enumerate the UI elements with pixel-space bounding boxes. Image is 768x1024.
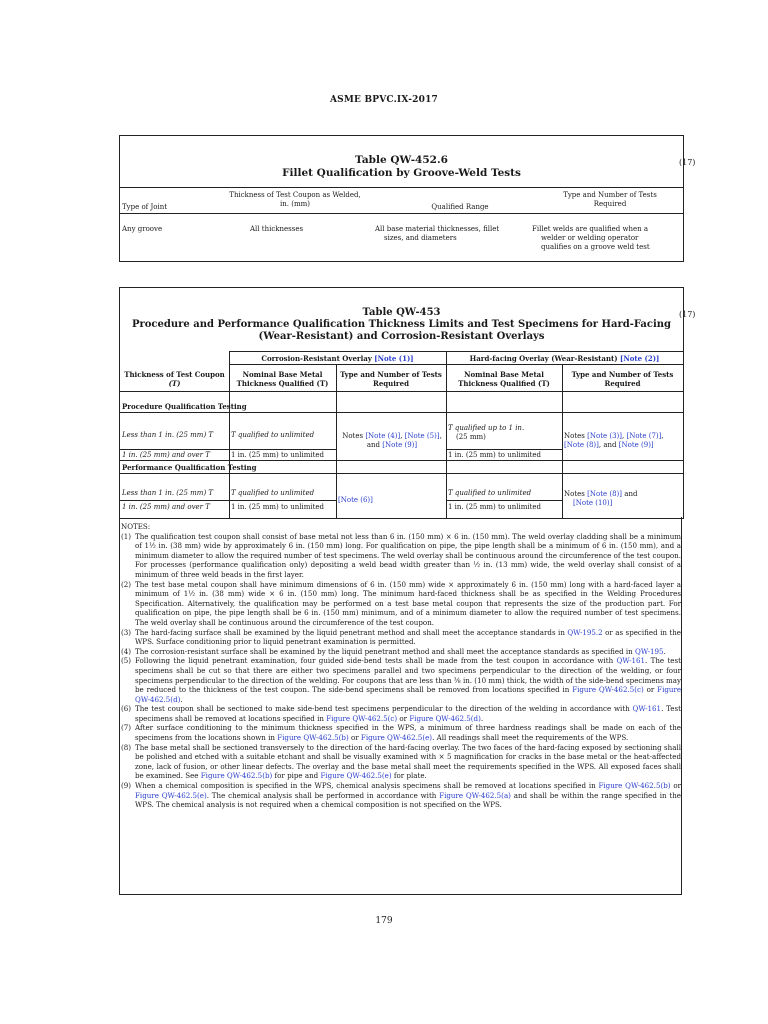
table-number: Table QW-452.6 <box>355 154 448 166</box>
proc-row1-nominal: T qualified to unlimited <box>231 431 315 439</box>
section-performance: Performance Qualification Testing <box>122 463 257 472</box>
col-nominal-base-metal-1: Nominal Base Metal Thickness Qualified (T) <box>236 370 329 388</box>
link-fig-462-5a[interactable]: Figure QW-462.5(a) <box>439 790 511 800</box>
perf-hard-row2: 1 in. (25 mm) to unlimited <box>448 503 542 511</box>
note-3: (3) The hard-facing surface shall be examined by the liquid penetrant method and shall meet the acceptance standards in QW-195.2 or as specified in the WPS. Surface conditioning prior to liquid penetrant examination is permitted. <box>121 627 682 647</box>
link-fig-462-5e-b[interactable]: Figure QW-462.5(e) <box>320 771 392 781</box>
header-qualified-range: Qualified Range <box>431 203 489 211</box>
note-1-link[interactable]: [Note (1)] <box>374 354 414 363</box>
note-5: (5) Following the liquid penetrant examination, four guided side-bend tests shall be made from the test coupon in accordance with QW-161. The test specimens shall be cut so that there are either two specimens parallel and two specimens perpendicular to the direction of the welding, or four specimens perpendicular to the direction of the welding. For coupons that are less than ⅜ in. (10 mm) thick, the width of the side-bend specimens may be reduced to the thickness of the test coupon. The side-bend specimens shall be removed from locations specified in Figure QW-462.5(c) or Figure QW-462.5(d). <box>121 656 682 704</box>
notes-section <box>121 522 681 810</box>
note-8: (8) The base metal shall be sectioned transversely to the direction of the hard-facing overlay. The two faces of the hard-facing exposed by sectioning shall be polished and etched with a suitable etchant and shall be visually examined with × 5 magnification for cracks in the base metal or the heat-affected zone, lack of fusion, or other linear defects. The overlay and the base metal shall meet the requirements specified in the WPS. All exposed faces shall be examined. See Figure QW-462.5(b) for pipe and Figure QW-462.5(e) for plate. <box>121 742 681 781</box>
link-fig-462-5d[interactable]: Figure QW-462.5(d) <box>135 685 682 704</box>
notes-heading: NOTES: <box>121 522 151 531</box>
link-qw-195-2[interactable]: QW-195.2 <box>567 627 603 637</box>
col-tests-required-1: Type and Number of Tests Required <box>340 370 442 388</box>
revision-tag: (17) <box>679 158 696 167</box>
table-title-2 <box>120 307 683 343</box>
cell-tests-required: Fillet welds are qualified when a welder or welding operator qualifies on a groove weld test <box>532 225 650 251</box>
link-fig-462-5c-b[interactable]: Figure QW-462.5(c) <box>326 713 398 723</box>
link-fig-462-5e-c[interactable]: Figure QW-462.5(e) <box>135 790 207 800</box>
revision-tag-2: (17) <box>679 310 696 319</box>
header-type-of-joint: Type of Joint <box>122 203 168 211</box>
table-caption-2a: Procedure and Performance Qualification Thickness Limits and Test Specimens for Hard-Facing <box>131 319 672 330</box>
proc-row1-thickness: Less than 1 in. (25 mm) T <box>122 431 214 439</box>
note-9: (9) When a chemical composition is specified in the WPS, chemical analysis specimens shall be removed at locations specified in Figure QW-462.5(b) or Figure QW-462.5(e). The chemical analysis shall be performed in accordance with Figure QW-462.5(a) and shall be within the range specified in the WPS. The chemical analysis is not required when a chemical composition is not specified on the WPS. <box>121 781 681 810</box>
table-title <box>120 154 683 180</box>
link-qw-161[interactable]: QW-161 <box>616 656 646 666</box>
note-9b-link[interactable]: [Note (9)] <box>618 441 654 449</box>
running-head: ASME BPVC.IX-2017 <box>330 95 438 105</box>
perf-hard-row1: T qualified to unlimited <box>448 489 532 497</box>
table-caption-2b: (Wear-Resistant) and Corrosion-Resistant Overlays <box>258 331 545 342</box>
group-hard-facing: Hard-facing Overlay (Wear-Resistant) [Note (2)] <box>469 354 660 363</box>
table-qw-452-6 <box>119 135 684 262</box>
proc-row2-nominal: 1 in. (25 mm) to unlimited <box>231 451 325 459</box>
proc-row2-thickness: 1 in. (25 mm) and over T <box>122 451 210 459</box>
note-5-link[interactable]: [Note (5)] <box>404 432 440 440</box>
table-caption: Fillet Qualification by Groove-Weld Tests <box>282 167 521 179</box>
col-thickness-test-coupon: Thickness of Test Coupon (T) <box>124 370 225 388</box>
note-4-link[interactable]: [Note (4)] <box>365 432 401 440</box>
note-9-link[interactable]: [Note (9)] <box>382 441 418 449</box>
note-8-link[interactable]: [Note (8)] <box>564 441 599 449</box>
group-corrosion-resistant: Corrosion-Resistant Overlay [Note (1)] <box>261 354 414 363</box>
note-3-link[interactable]: [Note (3)] <box>587 432 623 440</box>
note-2-link[interactable]: [Note (2)] <box>620 354 660 363</box>
proc-hard-row2: 1 in. (25 mm) to unlimited <box>448 451 542 459</box>
perf-row2-thickness: 1 in. (25 mm) and over T <box>122 503 210 511</box>
link-fig-462-5e[interactable]: Figure QW-462.5(e) <box>360 733 433 743</box>
table-qw-453 <box>119 287 684 519</box>
note-6: (6) The test coupon shall be sectioned to make side-bend test specimens perpendicular to the direction of the welding in accordance with QW-161. Test specimens shall be removed at locations specified in Figure QW-462.5(c) or Figure QW-462.5(d). <box>121 704 681 723</box>
note-8b-link[interactable]: [Note (8)] <box>587 490 623 498</box>
table-number-2: Table QW-453 <box>362 307 441 318</box>
header-thickness: Thickness of Test Coupon as Welded, in. (mm) <box>229 191 361 208</box>
link-qw-161-b[interactable]: QW-161 <box>632 704 662 714</box>
note-2: (2) The test base metal coupon shall have minimum dimensions of 6 in. (150 mm) wide × approximately 6 in. (150 mm) long with a hard-faced layer a minimum of 1½ in. (38 mm) wide × 6 in. (150 mm) long. The minimum hard-faced thickness shall be as specified in the Welding Procedures Specification. Alternatively, the qualification may be performed on a test base metal coupon that represents the size of the production part. For qualification on pipe, the pipe length shall be 6 in. (150 mm) minimum, and of a minimum diameter to allow the required number of test specimens. The weld overlay shall be continuous around the circumference of the test coupon. <box>121 579 681 627</box>
proc-hard-notes: Notes [Note (3)], [Note (7)], [Note (8)], and [Note (9)] <box>564 432 664 449</box>
note-6-link[interactable]: [Note (6)] <box>338 496 373 504</box>
link-fig-462-5b[interactable]: Figure QW-462.5(b) <box>277 733 349 743</box>
col-nominal-base-metal-2: Nominal Base Metal Thickness Qualified (T) <box>458 370 550 388</box>
cell-all-thicknesses: All thicknesses <box>250 225 304 233</box>
link-fig-462-5c[interactable]: Figure QW-462.5(c) <box>572 685 644 695</box>
note-1: (1) The qualification test coupon shall consist of base metal not less than 6 in. (150 mm) × 6 in. (150 mm). The weld overlay cladding shall be a minimum of 1½ in. (38 mm) wide by approximately 6 in. (150 mm) long. For qualification on pipe, the pipe length shall be a minimum of 6 in. (150 mm), and a minimum diameter to allow the required number of test specimens. The weld overlay shall be continuous around the circumference of the test coupon. For processes (performance qualification only) depositing a weld bead width greater than ½ in. (13 mm) wide, the weld overlay shall consist of a minimum of three weld beads in the first layer. <box>121 531 681 579</box>
note-10-link[interactable]: [Note (10)] <box>573 499 613 507</box>
page-number: 179 <box>375 916 393 926</box>
perf-row1-nominal: T qualified to unlimited <box>231 489 315 497</box>
link-fig-462-5d-b[interactable]: Figure QW-462.5(d) <box>409 713 481 723</box>
proc-hard-row1: T qualified up to 1 in. (25 mm) <box>448 424 525 441</box>
section-procedure: Procedure Qualification Testing <box>122 402 247 411</box>
cell-any-groove: Any groove <box>122 225 163 233</box>
link-fig-462-5b-c[interactable]: Figure QW-462.5(b) <box>598 781 671 791</box>
link-qw-195[interactable]: QW-195 <box>635 646 664 656</box>
perf-hard-notes: Notes [Note (8)] and [Note (10)] <box>564 490 638 507</box>
cell-qualified-range: All base material thicknesses, fillet sizes, and diameters <box>375 225 500 242</box>
header-tests-required: Type and Number of Tests Required <box>563 191 657 208</box>
note-4: (4) The corrosion-resistant surface shall be examined by the liquid penetrant method and shall meet the acceptance standards as specified in QW-195. <box>121 646 666 656</box>
perf-row1-thickness: Less than 1 in. (25 mm) T <box>122 489 214 497</box>
proc-corrosion-notes: Notes [Note (4)], [Note (5)], and [Note (9)] <box>342 432 442 449</box>
link-fig-462-5b-b[interactable]: Figure QW-462.5(b) <box>200 771 273 781</box>
perf-row2-nominal: 1 in. (25 mm) to unlimited <box>231 503 325 511</box>
note-7-link[interactable]: [Note (7)] <box>626 432 662 440</box>
col-tests-required-2: Type and Number of Tests Required <box>571 370 674 388</box>
note-7: (7) After surface conditioning to the minimum thickness specified in the WPS, a minimum of three hardness readings shall be made on each of the specimens from the locations shown in Figure QW-462.5(b) or Figure QW-462.5(e). All readings shall meet the requirements of the WPS. <box>121 723 681 743</box>
